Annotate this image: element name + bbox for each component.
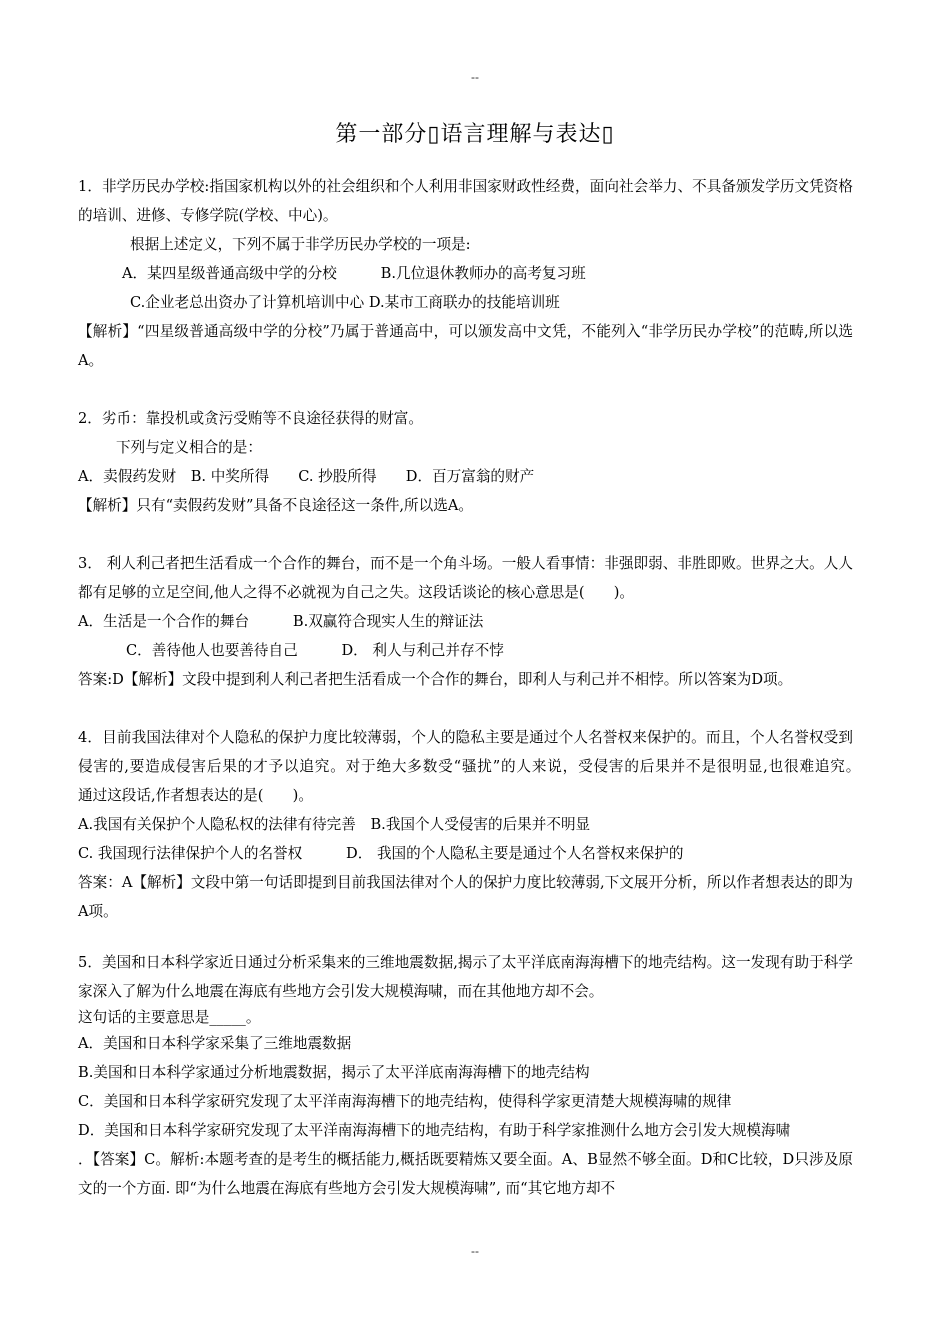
q5-option-b: B.美国和日本科学家通过分析地震数据，揭示了太平洋底南海海槽下的地壳结构 (78, 1064, 590, 1081)
q4-analysis: 答案：A【解析】文段中第一句话即提到目前我国法律对个人的保护力度比较薄弱,下文展开分析，所以作者想表达的即为A项。 (78, 874, 853, 920)
q1-prompt: 根据上述定义，下列不属于非学历民办学校的一项是: (130, 236, 471, 253)
q4-options-ab: A.我国有关保护个人隐私权的法律有待完善 B.我国个人受侵害的后果并不明显 (78, 816, 591, 833)
q3-analysis: 答案:D【解析】文段中提到利人利己者把生活看成一个合作的舞台，即利人与利己并不相悖。所以答案为D项。 (78, 671, 793, 688)
q5-stem: 5．美国和日本科学家近日通过分析采集来的三维地震数据,揭示了太平洋底南海海槽下的地壳结构。这一发现有助于科学家深入了解为什么地震在海底有些地方会引发大规模海啸，而在其他地方却不会。 (78, 954, 853, 1000)
page-header-mark: -- (471, 70, 479, 84)
q4-stem: 4．目前我国法律对个人隐私的保护力度比较薄弱，个人的隐私主要是通过个人名誉权来保护的。而且，个人名誉权受到侵害的,要造成侵害后果的才予以追究。对于绝大多数受“骚扰”的人来说，受侵害的后果并不是很明显,也很难追究。 通过这段话,作者想表达的是( )。 (78, 729, 897, 804)
page-footer-mark: -- (471, 1244, 479, 1258)
q5-option-d: D．美国和日本科学家研究发现了太平洋南海海槽下的地壳结构，有助于科学家推测什么地方会引发大规模海啸 (78, 1122, 791, 1139)
q4-options-cd: C. 我国现行法律保护个人的名誉权 D． 我国的个人隐私主要是通过个人名誉权来保护的 (78, 845, 684, 862)
q1-analysis: 【解析】“四星级普通高级中学的分校”乃属于普通高中，可以颁发高中文凭，不能列入“非学历民办学校”的范畴,所以选A。 (78, 323, 853, 369)
q5-analysis: ．【答案】C。解析:本题考查的是考生的概括能力,概括既要精炼又要全面。A、B显然不够全面。D和C比较，D只涉及原文的一个方面. 即“为什么地震在海底有些地方会引发大规模海啸”, 而“其它地方却不 (78, 1151, 853, 1197)
q2-analysis: 【解析】只有“卖假药发财”具备不良途径这一条件,所以选A。 (78, 497, 473, 514)
q1-options-cd: C.企业老总出资办了计算机培训中心 D.某市工商联办的技能培训班 (130, 294, 560, 311)
q1-options-ab: A．某四星级普通高级中学的分校 B.几位退休教师办的高考复习班 (122, 265, 586, 282)
q3-stem: 3． 利人利己者把生活看成一个合作的舞台，而不是一个角斗场。一般人看事情：非强即弱、非胜即败。世界之大。人人都有足够的立足空间,他人之得不必就视为自己之失。这段话谈论的核心意思是( )。 (78, 555, 853, 601)
q2-options: A．卖假药发财 B. 中奖所得 C. 抄股所得 D．百万富翁的财产 (78, 468, 535, 485)
q5-option-c: C．美国和日本科学家研究发现了太平洋南海海槽下的地壳结构，使得科学家更清楚大规模海啸的规律 (78, 1093, 732, 1110)
q3-options-ab: A．生活是一个合作的舞台 B.双赢符合现实人生的辩证法 (78, 613, 484, 630)
q3-options-cd: C．善待他人也要善待自己 D． 利人与利己并存不悖 (126, 642, 504, 659)
q5-prompt: 这句话的主要意思是_____。 (78, 1009, 261, 1026)
q2-stem: 2．劣币：靠投机或贪污受贿等不良途径获得的财富。 (78, 410, 423, 427)
q1-stem: 1．非学历民办学校:指国家机构以外的社会组织和个人利用非国家财政性经费，面向社会举力、不具备颁发学历文凭资格的培训、进修、专修学院(学校、中心)。 (78, 178, 853, 224)
document-body (78, 172, 897, 1203)
page-title: 第一部分▯语言理解与表达▯ (335, 122, 615, 147)
q2-prompt: 下列与定义相合的是： (116, 439, 262, 456)
q5-option-a: A．美国和日本科学家采集了三维地震数据 (78, 1035, 352, 1052)
